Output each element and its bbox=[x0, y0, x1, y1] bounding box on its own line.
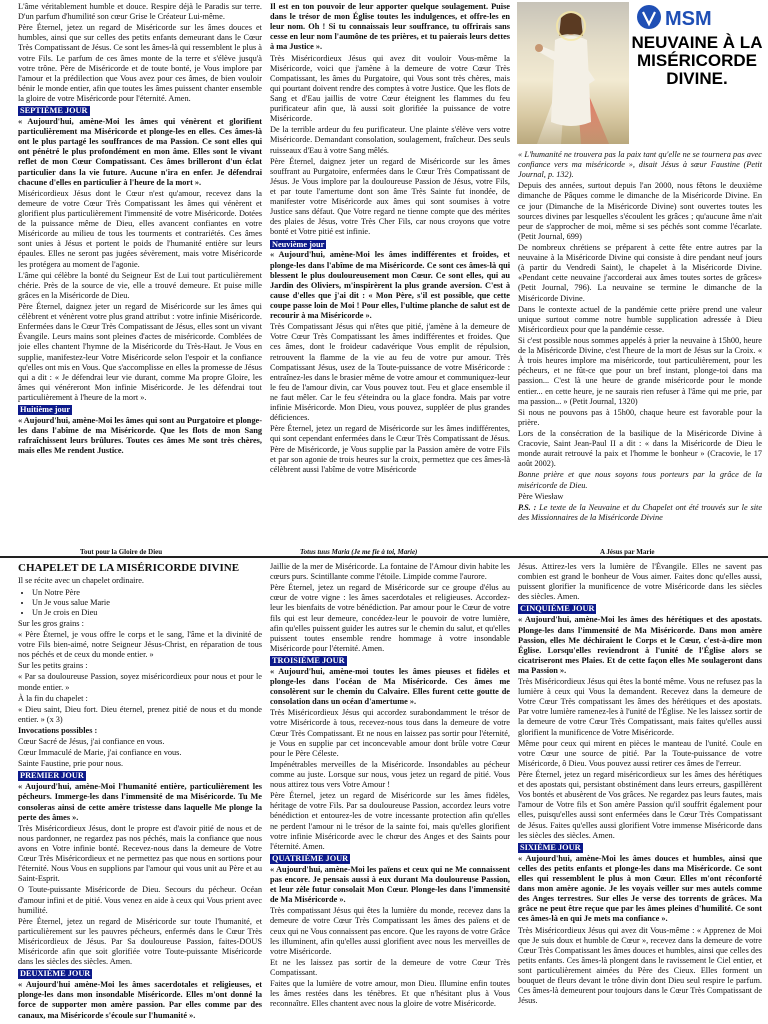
footer-center: Totus tuus Maria (Je me fie à toi, Marie) bbox=[300, 548, 418, 556]
chapelet-list bbox=[32, 588, 262, 618]
paragraph: Dans le contexte actuel de la pandémie cette prière prend une valeur unique surtout comme notre humble supplication adressée à Dieu Miséricordieux pour que la pandémie cesse. bbox=[518, 304, 762, 334]
bold-paragraph: « Aujourd'hui, amène-Moi les âmes qui sont au Purgatoire et plonge-les dans l'abîme de ma Miséricorde. Que les flots de mon Sang rafraîchissent leurs brûlures. Toutes ces âmes Me sont très chères, mais elles Me rendent Justice. bbox=[18, 416, 262, 456]
heading-huitieme-jour: Huitième jour bbox=[20, 405, 71, 415]
paragraph: Père Éternel, daignez jeter un regard de Miséricorde sur les âmes qui célèbrent et vénèrent votre plus grand attribut : votre infinie Miséricorde. Enfermées dans le Cœur Très Compatissant de Jésus, elles sont un vivant Évangile. Leurs mains sont pleines d'actes de miséricorde. Comblées de joie elles chantent l'hymne de la Miséricorde du Très-Haut. Je Vous en supplie, manifestez-leur Votre Miséricorde selon l'espoir et la confiance qu'elles ont mis en Vous. Que s'accomplisse en elles la promesse de Jésus qui a dit : « Je défendrai leur vie durant, comme Ma propre Gloire, les âmes qui vénéreront Mon infinie Miséricorde. Je les défendrai tout particulièrement à l'heure de la mort ». bbox=[18, 302, 262, 402]
footer-right: A Jésus par Marie bbox=[600, 548, 655, 556]
list-item: • Un Je vous salue Marie bbox=[32, 598, 262, 608]
paragraph: Il se récite avec un chapelet ordinaire. bbox=[18, 576, 144, 586]
heading-troisieme-jour: TROISIÈME JOUR bbox=[272, 655, 345, 665]
bold-paragraph: « Aujourd'hui, amène-Moi les âmes douces et humbles, ainsi que celles des petits enfants et plonge-les dans ma Miséricorde. Ce sont elles qui ressemblent le plus à mon Cœur. Elles m'ont réconforté dans mon amère agonie. Je les voyais veiller sur mes autels comme des Anges terrestres. Sur elles Je verse des torrents de grâces. Ma grâce ne peut être reçue que par les âmes pleines d'humilité. Ce sont ces âmes-là en qui Je mets ma confiance ». bbox=[518, 853, 762, 924]
paragraph: « Par sa douloureuse Passion, soyez miséricordieux pour nous et pour le monde entier. » bbox=[18, 672, 262, 692]
paragraph: Cœur Sacré de Jésus, j'ai confiance en vous. bbox=[18, 737, 165, 747]
paragraph: De nombreux chrétiens se préparent à cette fête entre autres par la neuvaine à la Miséricorde Divine qui consiste à dire pendant neuf jours (à partir du Vendredi Saint), le chapelet à la Miséricorde Divine. «Pendant cette neuvaine j'accorderai aux âmes toutes sortes de grâces» (Petit Journal, 796). La neuvaine se termine le dimanche de la Miséricorde Divine. bbox=[518, 242, 762, 303]
paragraph: Cœur Immaculé de Marie, j'ai confiance en vous. bbox=[18, 748, 182, 758]
paragraph: Lors de la consécration de la basilique de la Miséricorde Divine à Cracovie, Saint Jean-Paul II a dit : « dans la Miséricorde de Dieu le monde aurait retrouvé la paix et l'homme le bonheur » (Cracovie, le 17 août 2002). bbox=[518, 428, 762, 469]
bottom-column-3 bbox=[518, 562, 762, 1024]
paragraph: Père Éternel, jetez un regard miséricordieux sur les âmes des hérétiques et des apostats qui, persistant obstinément dans leurs erreurs, gaspillèrent Vos bontés et abusèrent de Vos grâces. Ne regardez pas leurs fautes, mais l'amour de Votre fils et Son amère Passion qu'il souffrit également pour elles, puisqu'elles aussi sont enfermées dans le Cœur Très Compatissant de Jésus. Faites qu'elles aussi glorifient Votre immense Miséricorde dans les siècles des siècles. Amen. bbox=[518, 770, 762, 840]
bottom-page bbox=[0, 560, 768, 1024]
top-column-1 bbox=[18, 2, 262, 542]
heading-neuvieme-jour: Neuvième jour bbox=[272, 239, 325, 249]
bold-paragraph: « Aujourd'hui, amène-Moi les âmes des hérétiques et des apostats. Plonge-les dans l'immensité de Ma Miséricorde. Dans mon amère Passion, elles Me déchiraient le Corps et le Cœur, c'est-à-dire mon Église. Lorsqu'elles reviendront à l'unité de l'Église alors se cicatriseront mes Plaies. Et de cette façon elles Me soulageront dans ma Passion ». bbox=[518, 615, 762, 675]
paragraph: Jésus. Attirez-les vers la lumière de l'Évangile. Elles ne savent pas combien est grand le bonheur de Vous aimer. Faites donc qu'elles aussi, puissent glorifier la munificence de votre Miséricorde dans les siècles des siècles. Amen. bbox=[518, 562, 762, 602]
paragraph: Très Miséricordieux Jésus qui accordez surabondamment le trésor de votre Miséricorde à tous, recevez-nous tous dans la demeure de votre Cœur Très Compatissant. Et ne nous en laissez pas sortir pour l'éternité, je Vous en supplie par cet inconcevable amour dont brûle votre Cœur pour le Père Céleste. bbox=[270, 708, 510, 758]
paragraph: Père Éternel, jetez un regard de Miséricorde sur les âmes indifférentes, qui sont cependant enfermées dans le Cœur Très Compatissant de Jésus. Père de Miséricorde, je Vous supplie par la Passion amère de votre Fils et par son agonie de trois heures sur la croix, permettez que ces âmes-là célèbrent aussi l'abîme de votre Miséricorde bbox=[270, 424, 510, 474]
paragraph: Et ne les laissez pas sortir de la demeure de votre Cœur Très Compatissant. bbox=[270, 957, 510, 977]
paragraph: Père Éternel, daignez jeter un regard de Miséricorde sur les âmes souffrant au Purgatoire, enfermées dans le Cœur Très Compatissant de Jésus. Je Vous implore par la douloureuse Passion de Jésus, votre Fils, et par toute l'amertume dont son âme Très Sainte fut inondée, de manifester votre Miséricorde aux âmes qui sont soumises à votre Justice sans défaut. Que Votre regard ne tienne compte que des mérites des plaies de Jésus, votre Très Cher Fils, car nous croyons que votre bonté et Votre pitié est infinie. bbox=[270, 156, 510, 237]
paragraph: À la fin du chapelet : bbox=[18, 693, 88, 703]
paragraph: Sur les petits grains : bbox=[18, 661, 88, 671]
paragraph: Père Éternel, jetez un regard de Miséricorde sur les âmes douces et humbles, ainsi que sur celles des petits enfants demeurant dans le Cœur Très Compatissant de Jésus. Ce sont les âmes-là qui ressemblent le plus à votre Fils. Le parfum de ces âmes monte de la terre et s'élève jusqu'à votre trône. Père de Miséricorde et de toute bonté, je Vous implore par l'amour et la prédilection que Vous avez pour ces âmes, de bien vouloir bénir le monde entier, afin que toutes les âmes puissent chanter ensemble la gloire de votre Miséricorde pour l'éternité. Amen. bbox=[18, 23, 262, 103]
paragraph: Depuis des années, surtout depuis l'an 2000, nous fêtons le deuxième dimanche de Pâques comme le dimanche de la Miséricorde Divine. En ce jour (Dimanche de la Miséricorde Divine) sont ouvertes toutes les sources divines par lesquelles s'écoulent les grâces ; qu'aucune âme n'ait peur de s'approcher de moi, même si ses péchés sont comme l'écarlate. (Petit Journal, 699) bbox=[518, 181, 762, 241]
paragraph: Impénétrables merveilles de la Miséricorde. Insondables au pécheur comme au juste. Lorsque sur nous, vous jetez un regard de pitié. Vous nous attirez tous vers Votre Amour ! bbox=[270, 759, 510, 790]
heading-premier-jour: PREMIER JOUR bbox=[20, 771, 84, 781]
paragraph: Père Éternel, jetez un regard de Miséricorde sur toute l'humanité, et particulièrement sur les pauvres pécheurs, enfermés dans le Cœur Très Miséricordieux de Jésus. Par Sa douloureuse Passion, faites-DOUS Miséricorde afin que soit glorifiée votre Toute-puissante Miséricorde dans les siècles des siècles. Amen. bbox=[18, 916, 262, 967]
paragraph: Sur les gros grains : bbox=[18, 618, 84, 628]
paragraph: O Toute-puissante Miséricorde de Dieu. Secours du pécheur. Océan d'amour infini et de pitié. Vous venez en aide à ceux qui Vous prient avec humilité. bbox=[18, 885, 262, 915]
paragraph: L'âme véritablement humble et douce. Respire déjà le Paradis sur terre. D'un parfum d'humilité son cœur Grise le Créateur Lui-même. bbox=[18, 2, 262, 22]
neuvaine-title: NEUVAINE À LA MISÉRICORDE DIVINE. bbox=[631, 33, 763, 89]
signature: Père Wiesław bbox=[518, 491, 564, 501]
paragraph: Très Miséricordieux Jésus qui avez dit vouloir Vous-même la Miséricorde, voici que j'amène à la demeure de votre Cœur Très Compatissant, les âmes du Purgatoire, qui Vous sont très chères, mais qui pourtant doivent rendre des comptes à votre Justice. Que les flots de Sang et d'Eau jaillis de votre Cœur éteignent les flammes du feu purificateur afin que, là aussi soit glorifiée la puissance de votre Miséricorde. bbox=[270, 53, 510, 124]
bottom-column-2 bbox=[270, 562, 510, 1024]
footer-left: Tout pour la Gloire de Dieu bbox=[80, 548, 163, 556]
bold-paragraph: « Aujourd'hui, amène-Moi les âmes qui vénèrent et glorifient particulièrement ma Miséricorde et plonge-les en elles. Ces âmes-là ont le plus partagé les souffrances de ma Passion. Ce sont elles qui ont pénétré le plus profondément en mon âme. Elles sont le vivant reflet de mon Cœur Compatissant. Ces âmes brilleront d'un éclat particulier dans la vie future. Aucune n'ira en enfer. Je défendrai chacune d'elles en particulier à l'heure de la mort ». bbox=[18, 117, 262, 187]
paragraph: De la terrible ardeur du feu purificateur. Une plainte s'élève vers votre Miséricorde. Demandant consolation, soulagement, fraîcheur. Des seuls ruisseaux d'Eau à votre Sang mêlés. bbox=[270, 125, 510, 155]
heading-cinquieme-jour: CINQUIÈME JOUR bbox=[520, 604, 595, 614]
heading-quatrieme-jour: QUATRIÈME JOUR bbox=[272, 853, 349, 863]
ps-text: Le texte de la Neuvaine et du Chapelet ont été trouvés sur le site des Missionnaires de la Miséricorde Divine bbox=[518, 502, 762, 522]
paragraph: Miséricordieux Jésus dont le Cœur n'est qu'amour, recevez dans la demeure de votre Cœur Très Compatissant les âmes qui vénèrent et glorifient plus particulièrement l'immensité de votre Miséricorde. Dotées de la puissance même de Dieu, elles avancent confiantes en votre Miséricorde au milieu de tous les tourments et contrariétés. Ces âmes sont unies à Jésus et portent le poids de l'humanité entière sur leurs épaules. Elles ne seront pas jugées sévèrement, mais votre Miséricorde les protégera au moment de l'agonie. bbox=[18, 188, 262, 269]
bold-paragraph: Il est en ton pouvoir de leur apporter quelque soulagement. Puise dans le trésor de mon Église toutes les indulgences, et offre-les en leur nom. Oh ! Si tu connaissais leur souffrance, tu offrirais sans cesse en leur nom l'aumône de tes prières, et tu paierais leurs dettes à ma Justice ». bbox=[270, 2, 510, 52]
msm-logo bbox=[635, 2, 763, 32]
top-column-3 bbox=[518, 150, 762, 542]
paragraph: Père Éternel, jetez un regard de Miséricorde sur ce groupe d'élus au cœur de votre vigne : les âmes sacerdotales et religieuses. Accordez-leur les bienfaits de votre bénédiction. Par amour pour le Cœur de votre fils qui est leur demeure, concédez-leur le pouvoir de votre lumière, afin qu'elles puissent guider les autres sur le chemin du salut, et qu'elles puissent toutes ensemble rendre hommage à votre insondable Miséricorde pour l'éternité. Amen. bbox=[270, 583, 510, 653]
paragraph: « Père Éternel, je vous offre le corps et le sang, l'âme et la divinité de votre Fils bien-aimé, notre Seigneur Jésus-Christ, en réparation de tous nos péchés et de ceux du monde entier. » bbox=[18, 629, 262, 660]
bold-paragraph: « Aujourd'hui, amène-Moi les âmes indifférentes et froides, et plonge-les dans l'abîme de ma Miséricorde. Ce sont ces âmes-là qui blessent le plus douloureusement mon Cœur. Ce sont elles, qui au Jardin des Oliviers, m'inspirèrent la plus grande aversion. C'est à cause d'elles que j'ai dit : « Mon Père, s'il est possible, que cette coupe passe loin de Moi ! Pour elles, l'ultime planche de salut est de recourir à ma Miséricorde ». bbox=[270, 250, 510, 321]
paragraph: Très Miséricordieux Jésus qui êtes la bonté même. Vous ne refusez pas la lumière à ceux qui Vous la demandent. Recevez dans la demeure de Votre Cœur Très compatissant les âmes des hérétiques et des apostats. Par votre lumière ramenez-les à l'unité de l'Église. Ne les laissez sortir de la demeure de votre Cœur Très Compatissant, mais faites qu'elles aussi glorifient la munificence de Votre Miséricorde. bbox=[518, 677, 762, 737]
paragraph: Si nous ne pouvons pas à 15h00, chaque heure est favorable pour la prière. bbox=[518, 407, 762, 427]
bold-paragraph: « Aujourd'hui, amène-Moi l'humanité entière, particulièrement les pécheurs. Immerge-les dans l'immensité de ma Miséricorde. Tu Me consoleras ainsi de cette amère tristesse dans laquelle Me plonge la perte des âmes ». bbox=[18, 782, 262, 822]
paragraph: Père Éternel, jetez un regard de Miséricorde sur les âmes fidèles, héritage de votre Fils. Par sa douloureuse Passion, accordez leurs votre bénédiction et entourez-les de votre incessante protection afin qu'elles ne perdent l'amour ni le trésor de la sainte foi, mais qu'elles glorifient votre infinie Miséricorde avec le chœur des Anges et des Saints pour l'éternité. Amen. bbox=[270, 791, 510, 851]
heading-sixieme-jour: SIXIÈME JOUR bbox=[520, 842, 581, 852]
ps-label: P.S. : bbox=[518, 502, 537, 512]
paragraph: Faites que la lumière de votre amour, mon Dieu. Illumine enfin toutes les âmes restées dans les ténèbres. Et que n'hésitant plus à Vous reconnaître. Elles chantent avec nous la gloire de votre Miséricorde. bbox=[270, 979, 510, 1009]
list-item: • Un Notre Père bbox=[32, 588, 262, 598]
paragraph: L'âme qui célèbre la bonté du Seigneur Est de Lui tout particulièrement chérie. Près de la source de vie, elle a trouvé demeure. Et puise mille grâces en la Miséricorde de Dieu. bbox=[18, 270, 262, 300]
logo-text: MSM bbox=[665, 8, 712, 30]
paragraph: Si c'est possible nous sommes appelés à prier la neuvaine à 15h00, heure de la Miséricorde Divine, c'est l'heure de la mort de Jésus sur la Croix. « À trois heures implore ma miséricorde, tout particulièrement, pour les pécheurs, et ne fût-ce que pour un bref instant, plonge-toi dans ma passion... C'est là une heure de grande miséricorde pour le monde entier... en cette heure, je ne saurais rien refuser à l'âme qui me prie, par ma passion... » (Petit Journal, 1320) bbox=[518, 335, 762, 406]
divine-mercy-image bbox=[517, 2, 629, 144]
paragraph: Très Miséricordieux Jésus qui avez dit Vous-même : « Apprenez de Moi que Je suis doux et humble de Cœur », recevez dans la demeure de votre Cœur Très Compatissant les âmes douces et humbles, ainsi que celles des petits enfants. Ces âmes-là plongent dans le ravissement le Ciel entier, et sont particulièrement aimées du Père des Cieux. Elles forment un bouquet de fleurs devant le trône divin dont Dieu seul respire le parfum. Ces âmes-là demeurent pour toujours dans le Cœur Très Compatissant de Jésus. bbox=[518, 925, 762, 1006]
paragraph: Bonne prière et que nous soyons tous porteurs par la grâce de la miséricorde de Dieu. bbox=[518, 470, 762, 490]
bold-paragraph: « Aujourd'hui amène-Moi les âmes sacerdotales et religieuses, et plonge-les dans mon insondable Miséricorde. Elles m'ont donné la force de supporter mon amère passion. Par elles comme par des canaux, ma Miséricorde s'écoule sur l'humanité ». bbox=[18, 980, 262, 1020]
heading-septieme-jour: SEPTIÈME JOUR bbox=[20, 106, 88, 116]
bottom-column-1 bbox=[18, 562, 262, 1024]
page-divider bbox=[0, 556, 768, 558]
paragraph: Jaillie de la mer de Miséricorde. La fontaine de l'Amour divin habite les cœurs purs. Scintillante comme l'étoile. Limpide comme l'aurore. bbox=[270, 562, 510, 582]
paragraph: Très Compatissant Jésus qui n'êtes que pitié, j'amène à la demeure de Votre Cœur Très Compatissant les âmes indifférentes et froides. Que ces âmes, dont le froideur cadavérique Vous emplit de répulsion, retrouvent la flamme de la vie au feu de votre pur amour. Très Compatissant Jésus, usez de la Toute-puissance de votre Miséricorde : entraînez-les dans le brasier même de votre amour et communiquez-leur le feu de l'amour divin, car Vous pouvez tout. Feu et glace ensemble il ne faut mêler. Car le feu s'éteindra ou la glace fondra. Mais par votre infinie Miséricorde. Mon Dieu, vous pouvez, suppléer de plus grandes déficiences. bbox=[270, 322, 510, 423]
chapelet-title: CHAPELET DE LA MISÉRICORDE DIVINE bbox=[18, 562, 240, 574]
paragraph: Même pour ceux qui mirent en pièces le manteau de l'unité. Coule en votre Cœur une source de pitié. Par la Toute-puissance de votre Miséricorde, ô Dieu. Vous pouvez aussi retirer ces âmes de l'erreur. bbox=[518, 738, 762, 768]
bold-paragraph: « Aujourd'hui, amène-Moi les païens et ceux qui ne Me connaissent pas encore. Je pensais aussi à eux durant Ma douloureuse Passion, et leur zèle futur consolait Mon Cœur. Plonge-les dans l'immensité de Ma Miséricorde ». bbox=[270, 864, 510, 905]
paragraph: Très compatissant Jésus qui êtes la lumière du monde, recevez dans la demeure de votre Cœur Très Compatissant les âmes des païens et de ceux qui ne Vous connaissent pas encore. Que les rayons de votre Grâce les illuminent, afin qu'elles aussi glorifient avec nous les merveilles de votre Miséricorde. bbox=[270, 906, 510, 956]
heading-deuxieme-jour: DEUXIÈME JOUR bbox=[20, 969, 91, 979]
paragraph: « Dieu saint, Dieu fort. Dieu éternel, prenez pitié de nous et du monde entier. » (x 3) bbox=[18, 704, 262, 724]
header-block bbox=[517, 2, 765, 147]
divine-mercy-illustration bbox=[517, 2, 629, 144]
bold-paragraph: « Aujourd'hui, amène-moi toutes les âmes pieuses et fidèles et plonge-les dans l'océan de Ma Miséricorde. Ces âmes me consolèrent sur le chemin du Calvaire. Elles furent cette goutte de consolation dans un océan d'amertume ». bbox=[270, 666, 510, 707]
postscript bbox=[518, 503, 762, 523]
paragraph: Très Miséricordieux Jésus, dont le propre est d'avoir pitié de nous et de nous pardonner, ne regardez pas nos péchés, mais la confiance que nous avons en Votre infinie bonté. Recevez-nous dans la demeure de Votre Cœur Très Miséricordieux et ne permettez pas que nous en sortions pour l'éternité. Nous Vous en supplions par l'amour qui vous unit au Père et au Saint-Esprit. bbox=[18, 823, 262, 884]
invocations-label: Invocations possibles : bbox=[18, 725, 98, 735]
paragraph: Sainte Faustine, prie pour nous. bbox=[18, 759, 124, 769]
top-column-2 bbox=[270, 2, 510, 542]
list-item: • Un Je crois en Dieu bbox=[32, 608, 262, 618]
image-caption: « L'humanité ne trouvera pas la paix tant qu'elle ne se tournera pas avec confiance vers ma miséricorde », disait Jésus à sœur Faustine (Petit Journal, p. 132). bbox=[518, 150, 762, 180]
